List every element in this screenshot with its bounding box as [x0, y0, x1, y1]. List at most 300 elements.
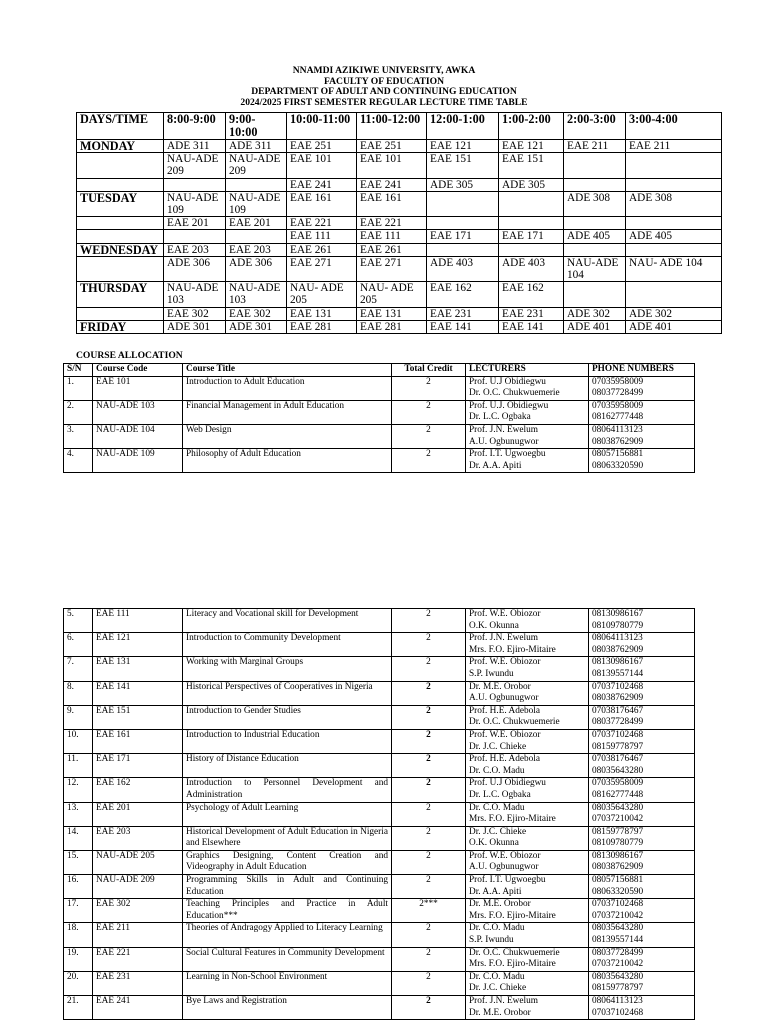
serial-number: 15. [64, 850, 93, 874]
course-slot: EAE 241 [357, 178, 427, 191]
total-credit: 2 [392, 681, 466, 705]
lecturer-name: Prof. W.E. Obiozor [469, 657, 541, 668]
lecturers [466, 657, 589, 681]
phone-number: 08162777448 [592, 412, 644, 423]
course-code: EAE 201 [93, 802, 183, 826]
course-code: EAE 151 [93, 705, 183, 729]
phone-number: 08035643280 [592, 802, 644, 813]
course-slot [499, 217, 564, 230]
course-title: Introduction to Personnel Development and Administration [183, 778, 392, 802]
phone-number: 07038176467 [592, 705, 644, 716]
course-slot: EAE 251 [287, 140, 357, 153]
course-slot: NAU- ADE 205 [357, 282, 427, 307]
course-title: Social Cultural Features in Community Development [183, 947, 392, 971]
allocation-row [64, 923, 695, 947]
timetable-row [77, 153, 722, 178]
course-slot: NAU-ADE 103 [226, 282, 287, 307]
lecturer-name: Dr. M.E. Orobor [469, 1007, 531, 1018]
course-title: Historical Development of Adult Education in Nigeria and Elsewhere [183, 826, 392, 850]
course-slot [499, 191, 564, 216]
course-slot: EAE 131 [357, 307, 427, 320]
phone-numbers [589, 996, 695, 1020]
phone-numbers [589, 971, 695, 995]
phone-number: 08159778797 [592, 983, 644, 994]
day-cell [77, 153, 164, 178]
lecturers [466, 376, 589, 400]
course-title: Historical Perspectives of Cooperatives in Nigeria [183, 681, 392, 705]
time-slot-header: 2:00-3:00 [564, 113, 626, 140]
lecturer-name: A.U. Ogbunugwor [469, 693, 539, 704]
course-slot: NAU-ADE 209 [164, 153, 226, 178]
lecturers [466, 449, 589, 473]
serial-number: 13. [64, 802, 93, 826]
phone-numbers [589, 681, 695, 705]
course-slot [164, 230, 226, 243]
course-slot: EAE 151 [427, 153, 499, 178]
lecturer-name: Prof. U.J. Obidiegwu [469, 400, 549, 411]
course-slot: NAU- ADE 104 [626, 256, 722, 281]
course-slot [427, 243, 499, 256]
serial-number: 4. [64, 449, 93, 473]
total-credit: 2 [392, 657, 466, 681]
total-credit: 2 [392, 971, 466, 995]
day-cell [77, 307, 164, 320]
serial-number: 8. [64, 681, 93, 705]
lecturer-name: A.U. Ogbunugwor [469, 862, 539, 873]
lecturer-name: Prof. W.E. Obiozor [469, 609, 541, 619]
course-slot [626, 282, 722, 307]
course-slot: NAU-ADE 209 [226, 153, 287, 178]
lecturer-name: Prof. J.N. Ewelum [469, 424, 538, 435]
lecturer-name: Dr. J.C. Chieke [469, 983, 527, 994]
phone-numbers [589, 633, 695, 657]
time-slot-header: 11:00-12:00 [357, 113, 427, 140]
total-credit: 2 [392, 376, 466, 400]
course-code: EAE 141 [93, 681, 183, 705]
course-slot: EAE 221 [357, 217, 427, 230]
course-title: Financial Management in Adult Education [183, 400, 392, 424]
allocation-column-header: PHONE NUMBERS [589, 364, 695, 377]
course-slot: ADE 311 [226, 140, 287, 153]
day-cell: WEDNESDAY [77, 243, 164, 256]
course-title: Literacy and Vocational skill for Development [183, 609, 392, 633]
allocation-row [64, 802, 695, 826]
day-cell: FRIDAY [77, 320, 164, 333]
lecturer-name: Dr. A.A. Apiti [469, 886, 522, 897]
lecturer-name: Dr. J.C. Chieke [469, 741, 527, 752]
timetable-row [77, 243, 722, 256]
total-credit: 2 [392, 826, 466, 850]
course-slot: EAE 203 [226, 243, 287, 256]
allocation-row [64, 778, 695, 802]
timetable-row [77, 282, 722, 307]
lecturer-name: Dr. M.E. Orobor [469, 681, 531, 692]
total-credit: 2 [392, 609, 466, 633]
phone-numbers [589, 729, 695, 753]
phone-number: 08064113123 [592, 996, 643, 1006]
serial-number: 11. [64, 754, 93, 778]
lecturers [466, 778, 589, 802]
phone-number: 07035958009 [592, 376, 644, 387]
phone-number: 08130986167 [592, 850, 644, 861]
total-credit: 2 [392, 923, 466, 947]
serial-number: 12. [64, 778, 93, 802]
time-slot-header: 3:00-4:00 [626, 113, 722, 140]
course-title: Introduction to Industrial Education [183, 729, 392, 753]
course-slot: EAE 302 [226, 307, 287, 320]
allocation-row [64, 996, 695, 1020]
phone-numbers [589, 875, 695, 899]
course-code: EAE 131 [93, 657, 183, 681]
allocation-row [64, 400, 695, 424]
allocation-row [64, 633, 695, 657]
lecturer-name: Prof. J.N. Ewelum [469, 633, 538, 644]
lecturer-name: Dr. C.O. Madu [469, 765, 525, 776]
days-time-header: DAYS/TIME [77, 113, 164, 140]
university-name: NNAMDI AZIKIWE UNIVERSITY, AWKA [292, 65, 476, 76]
course-slot: EAE 162 [427, 282, 499, 307]
phone-number: 08130986167 [592, 657, 644, 668]
total-credit: 2 [392, 705, 466, 729]
phone-number: 08162777448 [592, 789, 644, 800]
course-code: NAU-ADE 205 [93, 850, 183, 874]
total-credit: 2 [392, 449, 466, 473]
phone-numbers [589, 899, 695, 923]
day-cell [77, 217, 164, 230]
course-title: Theories of Andragogy Applied to Literacy Learning [183, 923, 392, 947]
course-slot: EAE 201 [164, 217, 226, 230]
time-slot-header: 12:00-1:00 [427, 113, 499, 140]
day-cell [77, 256, 164, 281]
course-title: Introduction to Gender Studies [183, 705, 392, 729]
serial-number: 18. [64, 923, 93, 947]
phone-numbers [589, 609, 695, 633]
course-slot: ADE 405 [626, 230, 722, 243]
course-title: Programming Skills in Adult and Continuing Education [183, 875, 392, 899]
serial-number: 17. [64, 899, 93, 923]
serial-number: 6. [64, 633, 93, 657]
total-credit: 2 [392, 996, 466, 1020]
course-code: EAE 121 [93, 633, 183, 657]
allocation-row [64, 875, 695, 899]
course-slot [564, 178, 626, 191]
course-title: Philosophy of Adult Education [183, 449, 392, 473]
lecturer-name: Dr. O.C. Chukwuemerie [469, 947, 560, 958]
lecturer-name: Dr. J.C. Chieke [469, 826, 527, 837]
course-slot: EAE 211 [626, 140, 722, 153]
lecturer-name: Prof. U.J Obidiegwu [469, 778, 546, 789]
course-title: Web Design [183, 424, 392, 448]
phone-numbers [589, 400, 695, 424]
course-slot [564, 282, 626, 307]
phone-number: 08159778797 [592, 741, 644, 752]
lecturer-name: Mrs. F.O. Ejiro-Mitaire [469, 910, 556, 921]
timetable-row [77, 230, 722, 243]
time-slot-header: 9:00-10:00 [226, 113, 287, 140]
lecturer-name: Dr. L.C. Ogbaka [469, 412, 531, 423]
timetable-row [77, 256, 722, 281]
faculty-name: FACULTY OF EDUCATION [323, 75, 445, 87]
lecturers [466, 826, 589, 850]
lecturer-name: Dr. A.A. Apiti [469, 460, 522, 471]
lecturer-name: Dr. C.O. Madu [469, 802, 525, 813]
lecturer-name: O.K. Okunna [469, 620, 519, 631]
course-title: Learning in Non-School Environment [183, 971, 392, 995]
allocation-column-header: Total Credit [392, 364, 466, 377]
course-code: EAE 302 [93, 899, 183, 923]
course-slot: EAE 131 [287, 307, 357, 320]
phone-number: 08037728499 [592, 947, 644, 958]
course-code: NAU-ADE 104 [93, 424, 183, 448]
lecturers [466, 947, 589, 971]
total-credit: 2 [392, 400, 466, 424]
course-slot: EAE 161 [357, 191, 427, 216]
phone-numbers [589, 826, 695, 850]
lecture-timetable [76, 112, 722, 334]
lecturer-name: Dr. M.E. Orobor [469, 899, 531, 910]
phone-number: 07037102468 [592, 1007, 644, 1018]
course-slot: EAE 161 [287, 191, 357, 216]
phone-numbers [589, 850, 695, 874]
course-code: NAU-ADE 109 [93, 449, 183, 473]
lecturers [466, 729, 589, 753]
phone-number: 08139557144 [592, 935, 644, 946]
course-slot: EAE 231 [499, 307, 564, 320]
timetable-title: 2024/2025 FIRST SEMESTER REGULAR LECTURE TIME TABLE [240, 96, 528, 108]
course-slot: EAE 261 [357, 243, 427, 256]
course-slot: ADE 302 [564, 307, 626, 320]
course-slot: ADE 405 [564, 230, 626, 243]
course-code: EAE 231 [93, 971, 183, 995]
total-credit: 2 [392, 754, 466, 778]
lecturer-name: Prof. W.E. Obiozor [469, 729, 541, 740]
course-slot: ADE 305 [427, 178, 499, 191]
course-slot: ADE 401 [564, 320, 626, 333]
course-slot: EAE 302 [164, 307, 226, 320]
phone-number: 08057156881 [592, 875, 644, 886]
course-slot: EAE 171 [427, 230, 499, 243]
course-code: EAE 241 [93, 996, 183, 1020]
phone-number: 08037728499 [592, 388, 644, 399]
allocation-row [64, 609, 695, 633]
course-slot: EAE 201 [226, 217, 287, 230]
lecturer-name: S.P. Iwundu [469, 668, 514, 679]
day-cell [77, 178, 164, 191]
phone-number: 08159778797 [592, 826, 644, 837]
day-cell: THURSDAY [77, 282, 164, 307]
course-title: Bye Laws and Registration [183, 996, 392, 1020]
phone-number: 08130986167 [592, 609, 644, 619]
allocation-row [64, 850, 695, 874]
course-slot: EAE 221 [287, 217, 357, 230]
lecturer-name: Prof. H.E. Adebola [469, 705, 541, 716]
lecturer-name: Mrs. F.O. Ejiro-Mitaire [469, 959, 556, 970]
course-slot: ADE 305 [499, 178, 564, 191]
allocation-row [64, 657, 695, 681]
course-slot: NAU- ADE 205 [287, 282, 357, 307]
course-slot [499, 243, 564, 256]
course-slot: EAE 121 [427, 140, 499, 153]
course-code: EAE 171 [93, 754, 183, 778]
lecturers [466, 996, 589, 1020]
lecturers [466, 424, 589, 448]
timetable-row [77, 320, 722, 333]
allocation-column-header: Course Code [93, 364, 183, 377]
time-slot-header: 10:00-11:00 [287, 113, 357, 140]
timetable-row [77, 140, 722, 153]
serial-number: 16. [64, 875, 93, 899]
course-slot: ADE 302 [626, 307, 722, 320]
lecturers [466, 899, 589, 923]
lecturers [466, 681, 589, 705]
lecturer-name: Dr. O.C. Chukwuemerie [469, 388, 560, 399]
serial-number: 19. [64, 947, 93, 971]
serial-number: 2. [64, 400, 93, 424]
course-slot [626, 178, 722, 191]
phone-number: 08038762909 [592, 436, 644, 447]
course-slot: NAU-ADE 109 [226, 191, 287, 216]
allocation-row [64, 729, 695, 753]
serial-number: 7. [64, 657, 93, 681]
phone-numbers [589, 657, 695, 681]
phone-number: 07038176467 [592, 754, 644, 765]
course-slot: EAE 261 [287, 243, 357, 256]
phone-number: 07035958009 [592, 400, 644, 411]
course-code: EAE 211 [93, 923, 183, 947]
course-slot: ADE 306 [164, 256, 226, 281]
day-cell [77, 230, 164, 243]
timetable-row [77, 217, 722, 230]
phone-numbers [589, 802, 695, 826]
phone-number: 08057156881 [592, 449, 644, 460]
course-code: EAE 221 [93, 947, 183, 971]
serial-number: 10. [64, 729, 93, 753]
phone-number: 07037102468 [592, 729, 644, 740]
course-slot: NAU-ADE 103 [164, 282, 226, 307]
phone-number: 08035643280 [592, 923, 644, 934]
allocation-row [64, 826, 695, 850]
lecturer-name: Prof. J.N. Ewelum [469, 996, 538, 1006]
lecturer-name: Mrs. F.O. Ejiro-Mitaire [469, 644, 556, 655]
course-slot: EAE 141 [499, 320, 564, 333]
allocation-row [64, 376, 695, 400]
phone-number: 07037210042 [592, 910, 644, 921]
course-slot: EAE 241 [287, 178, 357, 191]
course-slot [564, 243, 626, 256]
course-code: EAE 162 [93, 778, 183, 802]
course-slot: EAE 231 [427, 307, 499, 320]
lecturer-name: Prof. I.T. Ugwoegbu [469, 875, 546, 886]
course-slot: EAE 101 [357, 153, 427, 178]
allocation-column-header: LECTURERS [466, 364, 589, 377]
lecturer-name: Dr. C.O. Madu [469, 971, 525, 982]
phone-number: 08035643280 [592, 971, 644, 982]
phone-numbers [589, 424, 695, 448]
phone-number: 07037102468 [592, 681, 644, 692]
lecturers [466, 400, 589, 424]
phone-numbers [589, 705, 695, 729]
course-slot: EAE 141 [427, 320, 499, 333]
phone-numbers [589, 376, 695, 400]
course-slot: NAU-ADE 104 [564, 256, 626, 281]
serial-number: 5. [64, 609, 93, 633]
allocation-row [64, 705, 695, 729]
course-slot [427, 191, 499, 216]
serial-number: 3. [64, 424, 93, 448]
phone-number: 08038762909 [592, 693, 644, 704]
course-slot: EAE 271 [287, 256, 357, 281]
course-title: Teaching Principles and Practice in Adult Education*** [183, 899, 392, 923]
course-code: EAE 111 [93, 609, 183, 633]
lecturer-name: Dr. C.O. Madu [469, 923, 525, 934]
lecturers [466, 705, 589, 729]
allocation-column-header: S/N [64, 364, 93, 377]
course-slot [164, 178, 226, 191]
serial-number: 21. [64, 996, 93, 1020]
course-slot: ADE 401 [626, 320, 722, 333]
serial-number: 1. [64, 376, 93, 400]
lecturers [466, 633, 589, 657]
course-slot: EAE 171 [499, 230, 564, 243]
lecturers [466, 923, 589, 947]
course-title: Working with Marginal Groups [183, 657, 392, 681]
course-allocation-table-continued [63, 608, 695, 1020]
lecturers [466, 754, 589, 778]
course-code: EAE 101 [93, 376, 183, 400]
course-slot [626, 243, 722, 256]
course-code: EAE 161 [93, 729, 183, 753]
timetable-header-row [77, 113, 722, 140]
course-slot: NAU-ADE 109 [164, 191, 226, 216]
lecturer-name: A.U. Ogbunugwor [469, 436, 539, 447]
course-slot: EAE 281 [357, 320, 427, 333]
lecturer-name: S.P. Iwundu [469, 935, 514, 946]
course-title: Introduction to Adult Education [183, 376, 392, 400]
course-allocation-title: COURSE ALLOCATION [76, 350, 183, 361]
phone-number: 08109780779 [592, 620, 644, 631]
lecturer-name: O.K. Okunna [469, 838, 519, 849]
course-slot: EAE 251 [357, 140, 427, 153]
course-title: Graphics Designing, Content Creation and Videography in Adult Education [183, 850, 392, 874]
course-slot: EAE 121 [499, 140, 564, 153]
phone-numbers [589, 923, 695, 947]
phone-number: 07037210042 [592, 814, 644, 825]
course-title: History of Distance Education [183, 754, 392, 778]
total-credit: 2 [392, 729, 466, 753]
course-slot: ADE 403 [499, 256, 564, 281]
total-credit: 2 [392, 875, 466, 899]
course-slot: EAE 281 [287, 320, 357, 333]
document-header [0, 66, 768, 108]
phone-number: 08038762909 [592, 862, 644, 873]
timetable-row [77, 307, 722, 320]
course-slot: ADE 308 [626, 191, 722, 216]
phone-number: 08063320590 [592, 886, 644, 897]
course-code: EAE 203 [93, 826, 183, 850]
total-credit: 2 [392, 850, 466, 874]
course-slot: EAE 111 [357, 230, 427, 243]
serial-number: 9. [64, 705, 93, 729]
day-cell: MONDAY [77, 140, 164, 153]
course-slot: EAE 203 [164, 243, 226, 256]
total-credit: 2*** [392, 899, 466, 923]
lecturer-name: Mrs. F.O. Ejiro-Mitaire [469, 814, 556, 825]
phone-number: 08038762909 [592, 644, 644, 655]
phone-numbers [589, 754, 695, 778]
allocation-header-row [64, 364, 695, 377]
course-slot: ADE 403 [427, 256, 499, 281]
allocation-column-header: Course Title [183, 364, 392, 377]
